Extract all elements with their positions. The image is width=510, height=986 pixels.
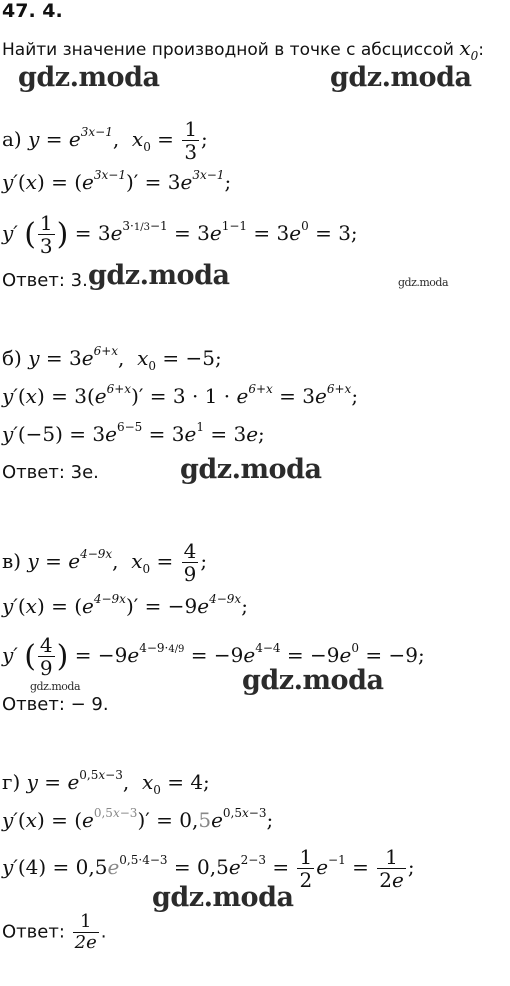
part-v-condition: в) $y = e^{4-9x}$, $x_0$ = $\frac{4}{9}$ ; xyxy=(2,539,208,586)
watermark: gdz.moda xyxy=(30,680,81,693)
statement-text: Найти значение производной в точке с абсциссой xyxy=(2,40,454,60)
part-g-answer-fraction: $\frac{1}{2e}$ xyxy=(74,911,97,953)
part-v-label: в) xyxy=(2,549,22,573)
part-g-label: г) xyxy=(2,770,21,794)
part-g-answer: Ответ: $\frac{1}{2e}$ . xyxy=(2,911,107,953)
part-a-label: а) xyxy=(2,127,22,151)
part-g-value: $y'(4) = 0,5e^{0,5\cdot 4-3} = 0,5e^{2-3}$ = $\frac{1}{2}$ $e^{-1}$ = $\frac{1}{2e}$ ; xyxy=(2,845,415,892)
watermark: gdz.moda xyxy=(18,62,160,93)
watermark: gdz.moda xyxy=(180,454,322,485)
part-v-derivative: $y'(x) = (e^{4-9x})' = -9e^{4-9x}$; xyxy=(2,592,248,618)
part-a-condition: а) $y = e^{3x-1}$, $x_0$ = $\frac{1}{3}$ ; xyxy=(2,117,208,164)
part-a-value: y′ ( $\frac{1}{3}$ ) = $3e^{3\cdot 1/3-1} = 3e^{1-1} = 3e^0 = 3$; xyxy=(2,211,358,258)
part-a-derivative: $y'(x) = (e^{3x-1})' = 3e^{3x-1}$; xyxy=(2,168,232,194)
part-b-answer: Ответ: 3e. xyxy=(2,462,99,483)
watermark: gdz.moda xyxy=(398,276,449,289)
part-b-condition: б) $y = 3e^{6+x}$, $x_0 = -5$; xyxy=(2,344,222,373)
problem-number: 47. 4. xyxy=(2,0,63,22)
watermark: gdz.moda xyxy=(152,882,294,913)
problem-statement: Найти значение производной в точке с абсциссой $x_0$: xyxy=(2,36,484,63)
watermark: gdz.moda xyxy=(242,665,384,696)
watermark: gdz.moda xyxy=(88,260,230,291)
part-b-label: б) xyxy=(2,346,22,370)
part-b-derivative: $y'(x) = 3(e^{6+x})' = 3 \cdot 1 \cdot e^{6+x} = 3e^{6+x}$; xyxy=(2,382,359,408)
part-v-value: y′ ( $\frac{4}{9}$ ) = $-9e^{4-9\cdot 4/9} = -9e^{4-4} = -9e^0 = -9$; xyxy=(2,633,425,680)
watermark: gdz.moda xyxy=(330,62,472,93)
part-v-answer: Ответ: − 9. xyxy=(2,694,109,715)
statement-var: $x_0$ xyxy=(459,36,479,63)
part-a-answer: Ответ: 3. xyxy=(2,270,88,291)
part-g-derivative: $y'(x) = (e^{0,5x-3})' = 0,5e^{0,5x-3}$; xyxy=(2,806,274,832)
part-b-value: $y'(-5) = 3e^{6-5} = 3e^1 = 3e$; xyxy=(2,420,265,446)
part-g-condition: г) $y = e^{0,5x-3}$, $x_0 = 4$; xyxy=(2,768,210,797)
